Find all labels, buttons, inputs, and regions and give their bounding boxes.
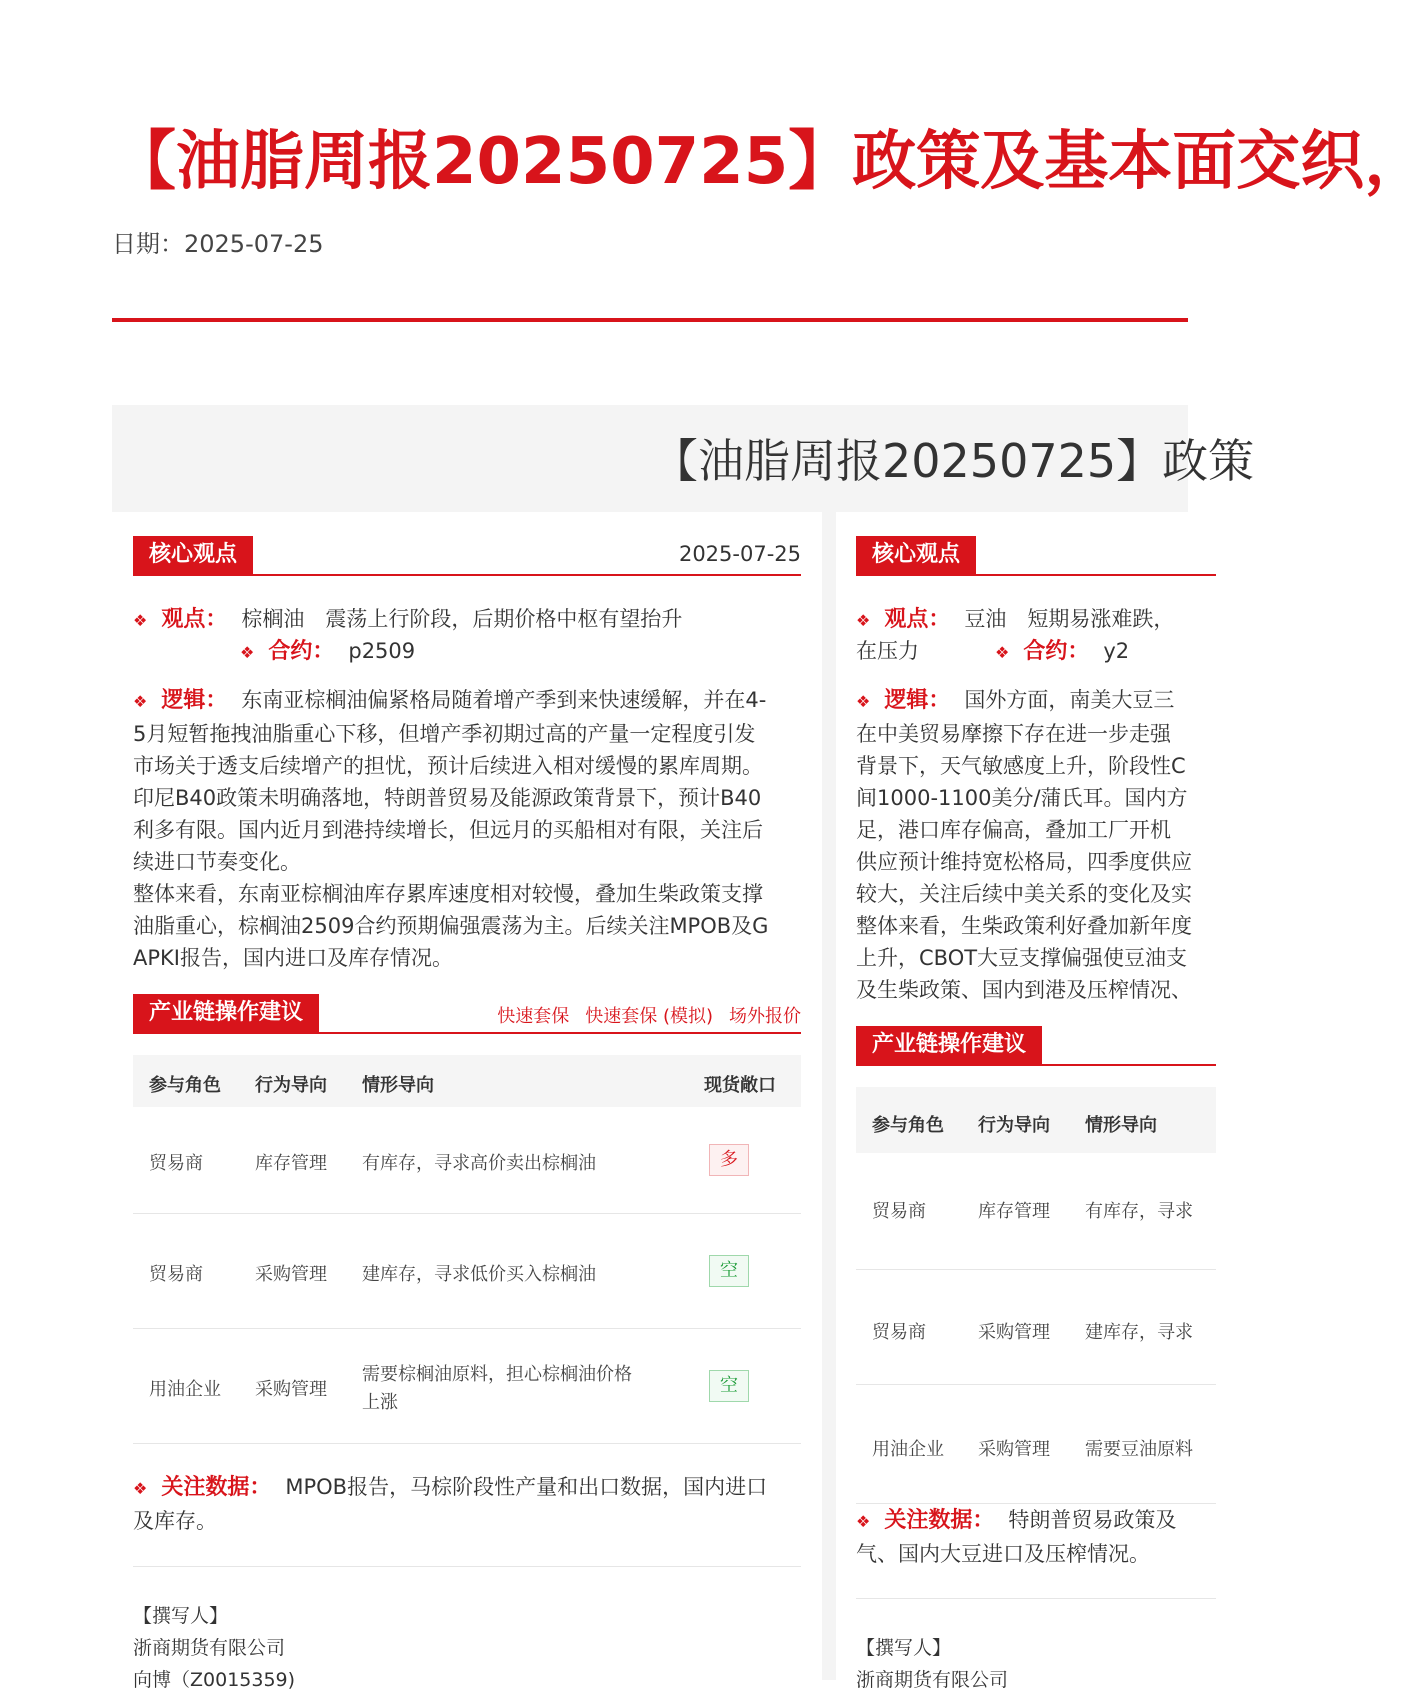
chain-advice-tag: 产业链操作建议 — [856, 1026, 1042, 1064]
contract-value: y2 — [1103, 639, 1130, 663]
logic-line: 利多有限。国内近月到港持续增长，但远月的买船相对有限，关注后 — [133, 818, 763, 842]
author-line: 浙商期货有限公司 — [856, 1669, 1009, 1691]
logic-line: 市场关于透支后续增产的担忧，预计后续进入相对缓慢的累库周期。 — [133, 754, 763, 778]
focus-line: 气、国内大豆进口及压榨情况。 — [856, 1542, 1150, 1566]
table-row — [133, 1329, 801, 1444]
bullet-diamond-icon: ❖ — [133, 1479, 148, 1498]
soybean-oil-card — [836, 512, 1193, 1691]
cell-situation: 建库存，寻求低价买入棕榈油 — [362, 1264, 596, 1285]
bullet-diamond-icon: ❖ — [133, 611, 148, 630]
author-line: 【撰写人】 — [133, 1605, 229, 1627]
core-view-header — [133, 536, 801, 576]
focus-label: 关注数据： — [884, 1508, 995, 1533]
cell-role: 用油企业 — [872, 1439, 944, 1460]
hedge-links — [481, 1002, 801, 1028]
logic-line: 在中美贸易摩擦下存在进一步走强 — [856, 722, 1171, 746]
view-text: 棕榈油 震荡上行阶段，后期价格中枢有望抬升 — [241, 607, 683, 631]
cell-role: 贸易商 — [149, 1153, 203, 1174]
logic-line: 整体来看，生柴政策利好叠加新年度 — [856, 914, 1192, 938]
logic-line: APKI报告，国内进口及库存情况。 — [133, 946, 453, 970]
quick-hedge-sim-link[interactable]: 快速套保 (模拟) — [585, 1006, 713, 1027]
bullet-diamond-icon: ❖ — [133, 692, 148, 711]
logic-line: 整体来看，东南亚棕榈油库存累库速度相对较慢，叠加生柴政策支撑 — [133, 882, 763, 906]
logic-line: 油脂重心，棕榈油2509合约预期偏强震荡为主。后续关注MPOB及G — [133, 914, 769, 938]
core-view-tag: 核心观点 — [856, 536, 976, 574]
cell-role: 贸易商 — [872, 1201, 926, 1222]
column-gap — [822, 512, 836, 1680]
palm-oil-card — [112, 512, 822, 1691]
logic-paragraph — [133, 684, 823, 974]
focus-data — [856, 1504, 1256, 1570]
table-row — [133, 1107, 801, 1214]
document-date — [112, 224, 323, 259]
title-divider — [112, 318, 1188, 322]
cell-action: 库存管理 — [255, 1153, 327, 1174]
th-action: 行为导向 — [978, 1115, 1050, 1136]
date-value: 2025-07-25 — [184, 230, 324, 258]
th-situation: 情形导向 — [1085, 1115, 1157, 1136]
cell-situation: 有库存，寻求高价卖出棕榈油 — [362, 1153, 596, 1174]
date-label: 日期： — [112, 230, 184, 258]
exposure-badge: 空 — [709, 1255, 749, 1287]
table-row — [133, 1214, 801, 1329]
core-view-date: 2025-07-25 — [678, 542, 801, 566]
table-header — [856, 1087, 1216, 1153]
bullet-diamond-icon: ❖ — [240, 643, 255, 662]
logic-line: 续进口节奏变化。 — [133, 850, 301, 874]
author-line: 向博（Z0015359) — [133, 1669, 296, 1691]
bullet-diamond-icon: ❖ — [856, 611, 871, 630]
focus-label: 关注数据： — [161, 1475, 272, 1500]
cell-action: 采购管理 — [255, 1264, 327, 1285]
logic-label: 逻辑： — [884, 688, 951, 713]
logic-paragraph — [856, 684, 1256, 1006]
divider — [856, 1598, 1216, 1599]
th-exposure: 现货敞口 — [704, 1075, 776, 1096]
logic-line: 供应预计维持宽松格局，四季度供应 — [856, 850, 1192, 874]
view-text: 豆油 短期易涨难跌， — [964, 607, 1175, 631]
th-situation: 情形导向 — [362, 1075, 434, 1096]
bullet-diamond-icon: ❖ — [995, 643, 1010, 662]
logic-line: 较大，关注后续中美关系的变化及实 — [856, 882, 1192, 906]
table-header — [133, 1055, 801, 1107]
focus-data — [133, 1471, 823, 1537]
situation-line: 上涨 — [362, 1392, 398, 1413]
core-view-header — [856, 536, 1216, 576]
table-row — [856, 1385, 1216, 1504]
chain-advice-header — [856, 1026, 1216, 1066]
exposure-badge: 多 — [709, 1144, 749, 1176]
otc-quote-link[interactable]: 场外报价 — [729, 1006, 801, 1027]
chain-advice-tag: 产业链操作建议 — [133, 994, 319, 1032]
cell-action: 采购管理 — [978, 1322, 1050, 1343]
th-action: 行为导向 — [255, 1075, 327, 1096]
logic-line: 国外方面，南美大豆三 — [964, 688, 1175, 712]
focus-line: MPOB报告，马棕阶段性产量和出口数据，国内进口 — [285, 1475, 768, 1499]
th-role: 参与角色 — [149, 1075, 221, 1096]
quick-hedge-link[interactable]: 快速套保 — [497, 1006, 570, 1027]
cell-action: 库存管理 — [978, 1201, 1050, 1222]
logic-line: 背景下，天气敏感度上升，阶段性C — [856, 754, 1186, 778]
author-line: 【撰写人】 — [856, 1637, 952, 1659]
chain-advice-header — [133, 994, 801, 1034]
view-label: 观点： — [161, 607, 228, 632]
logic-line: 及生柴政策、国内到港及压榨情况、 — [856, 978, 1192, 1002]
author-block — [856, 1632, 1008, 1696]
bullet-diamond-icon: ❖ — [856, 1512, 871, 1531]
table-row — [856, 1153, 1216, 1270]
focus-line: 及库存。 — [133, 1509, 217, 1533]
banner-title: 【油脂周报20250725】政策 — [652, 434, 1255, 488]
logic-line: 间1000-1100美分/蒲氏耳。国内方 — [856, 786, 1188, 810]
cell-situation — [362, 1361, 632, 1417]
view-line — [133, 602, 682, 633]
th-role: 参与角色 — [872, 1115, 944, 1136]
author-line: 浙商期货有限公司 — [133, 1637, 286, 1659]
exposure-badge: 空 — [709, 1370, 749, 1402]
contract-value: p2509 — [348, 639, 416, 663]
cell-situation: 需要豆油原料 — [1085, 1439, 1193, 1460]
report-banner — [112, 405, 1255, 512]
logic-line: 东南亚棕榈油偏紧格局随着增产季到来快速缓解，并在4- — [241, 688, 767, 712]
contract-line — [856, 634, 1129, 665]
cell-action: 采购管理 — [255, 1379, 327, 1400]
focus-line: 特朗普贸易政策及 — [1008, 1508, 1177, 1532]
logic-line: 足，港口库存偏高，叠加工厂开机 — [856, 818, 1171, 842]
logic-line: 上升，CBOT大豆支撑偏强使豆油支 — [856, 946, 1188, 970]
logic-line: 5月短暂拖拽油脂重心下移，但增产季初期过高的产量一定程度引发 — [133, 722, 756, 746]
cell-situation: 有库存，寻求 — [1085, 1201, 1193, 1222]
cell-situation: 建库存，寻求 — [1085, 1322, 1193, 1343]
core-view-tag: 核心观点 — [133, 536, 253, 574]
view-text-cont: 在压力 — [856, 639, 919, 663]
situation-line: 需要棕榈油原料，担心棕榈油价格 — [362, 1364, 632, 1385]
cell-role: 贸易商 — [872, 1322, 926, 1343]
logic-line: 印尼B40政策未明确落地，特朗普贸易及能源政策背景下，预计B40 — [133, 786, 762, 810]
view-label: 观点： — [884, 607, 951, 632]
page-title: 【油脂周报20250725】政策及基本面交织， — [112, 125, 1428, 199]
contract-line — [240, 634, 415, 665]
bullet-diamond-icon: ❖ — [856, 692, 871, 711]
contract-label: 合约： — [268, 639, 335, 664]
logic-label: 逻辑： — [161, 688, 228, 713]
view-line — [856, 602, 1174, 633]
cell-role: 用油企业 — [149, 1379, 221, 1400]
cell-action: 采购管理 — [978, 1439, 1050, 1460]
contract-label: 合约： — [1023, 639, 1090, 664]
divider — [133, 1566, 801, 1567]
table-row — [856, 1270, 1216, 1385]
cell-role: 贸易商 — [149, 1264, 203, 1285]
author-block — [133, 1600, 295, 1696]
